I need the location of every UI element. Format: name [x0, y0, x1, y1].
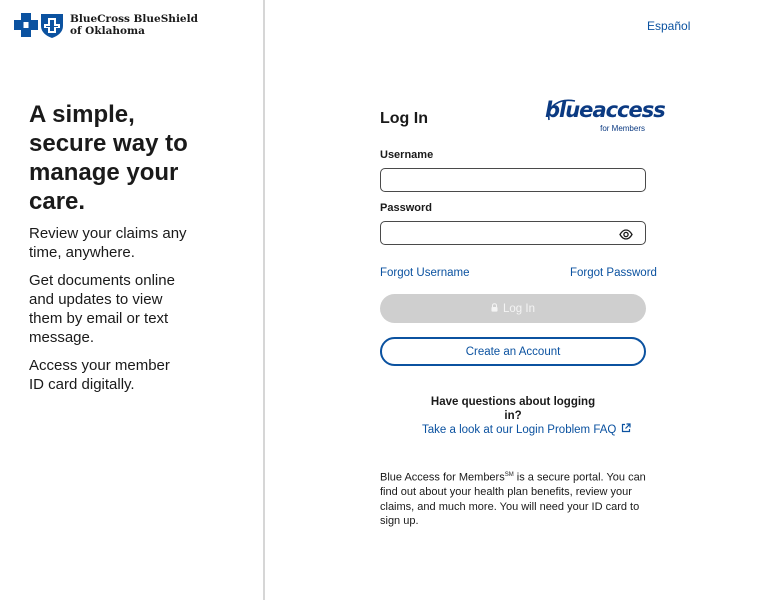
blue-access-wordmark [545, 98, 665, 122]
cross-shield-icon [14, 12, 64, 38]
login-title: Log In [380, 110, 428, 127]
blue-access-word-blue: blue [545, 98, 593, 122]
username-label: Username [380, 149, 434, 161]
password-label: Password [380, 202, 432, 214]
password-input[interactable] [387, 223, 621, 245]
left-panel [0, 0, 265, 600]
login-faq-link-label: Take a look at our Login Problem FAQ [422, 423, 617, 436]
username-field-wrapper [380, 168, 646, 192]
password-field-wrapper [380, 221, 646, 245]
portal-info-text [380, 468, 648, 529]
brand-logo[interactable] [14, 12, 198, 38]
portal-info-suffix: is a secure portal. You can find out about your health plan benefits, review your claims, and much more. You will need your ID card to sign up. [380, 471, 646, 528]
feature-list [29, 224, 189, 403]
forgot-username-link[interactable]: Forgot Username [380, 267, 470, 279]
brand-name [70, 13, 198, 37]
brand-name-line2: of Oklahoma [70, 25, 145, 37]
brand-name-line1: BlueCross BlueShield [70, 13, 198, 25]
hero-heading: A simple, secure way to manage your care. [29, 101, 188, 215]
blue-access-word-access: access [592, 98, 665, 122]
login-button-label: Log In [503, 302, 535, 315]
language-link-espanol[interactable]: Español [647, 19, 691, 33]
portal-info-prefix: Blue Access for Members [380, 471, 505, 484]
service-mark: SM [504, 472, 514, 478]
blue-access-sub: for Members [600, 124, 645, 133]
username-input[interactable] [387, 170, 621, 192]
eye-icon[interactable] [619, 227, 633, 245]
forgot-password-link[interactable]: Forgot Password [570, 267, 657, 279]
questions-heading: Have questions about logging in? [430, 396, 596, 422]
external-link-icon [621, 423, 631, 436]
feature-item: Get documents online and updates to view them by email or text message. [29, 272, 175, 346]
blue-access-logo [545, 98, 665, 136]
login-button[interactable] [380, 294, 646, 323]
login-faq-link[interactable] [422, 423, 631, 436]
feature-item: Review your claims any time, anywhere. [29, 225, 187, 261]
lock-icon [491, 303, 498, 315]
create-account-button[interactable]: Create an Account [380, 337, 646, 366]
feature-item: Access your member ID card digitally. [29, 357, 170, 393]
